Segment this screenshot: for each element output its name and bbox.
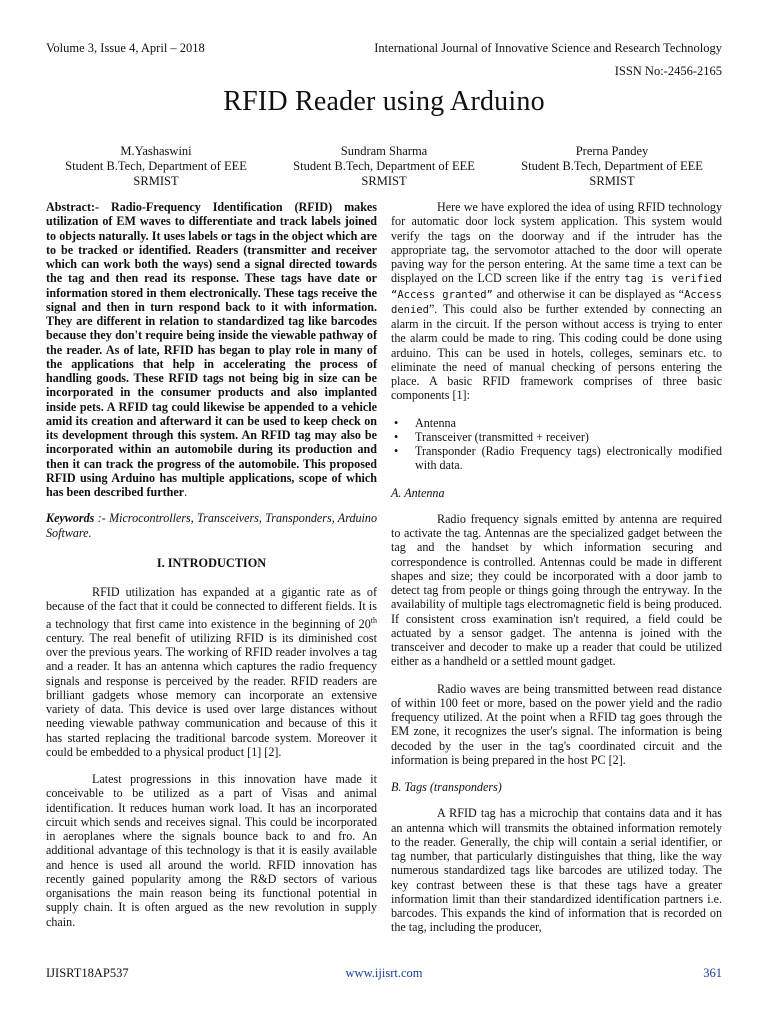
paragraph: A RFID tag has a microchip that contains data and it has an antenna which will transmits the obtained information remotely to the reader. Generally, the chip will contain a serial identifier, or tag number, that particularly distinguishes that thing, like the way numerous standardized tags like barcodes are utilized today. The key contrast between these is that these tags have a greater information limit than their standardized identification partners i.e. barcodes. This expands the kind of information that is recorded on the tag, including the producer,: [391, 806, 722, 935]
issn: ISSN No:-2456-2165: [614, 64, 722, 78]
journal-name: International Journal of Innovative Science and Research Technology: [374, 41, 722, 55]
paragraph: [46, 585, 377, 759]
list-item: • Antenna: [391, 416, 722, 430]
left-column: [46, 200, 377, 929]
abstract-text: Abstract:- Radio-Frequency Identification (RFID) makes utilization of EM waves to differentiate and track labels joined to objects naturally. It uses labels or tags in the object which are to be tracked or identified. Readers (transmitter and receiver which can work both the ways) send a signal directed towards the tag and then read its response. These tags have date or information stored in them electronically. These tags receive the signal and then in turn respond back to it with information. They are different in relation to standardized tag like barcodes because they don't require being inside the viewable pathway of the reader. As of late, RFID has began to play role in many of the applications that help in accelerating the process of handling goods. These RFID tags not being big in size can be incorporated in the consumer products and also implanted inside pets. A RFID tag could likewise be appended to a vehicle amid its creation and afterward it can be used to keep check on its development through this system. An RFID tag may also be incorporated within an automobile during its production and then it can track the progress of the automobile. This proposed RFID using Arduino has multiple applications, scope of which has been described further: [46, 200, 377, 499]
list-item: • Transponder (Radio Frequency tags) electronically modified with data.: [391, 444, 722, 473]
author-affiliation: Student B.Tech, Department of EEE: [521, 159, 703, 173]
paragraph: [391, 200, 722, 403]
subsection-heading: A. Antenna: [391, 485, 445, 500]
abstract: [46, 200, 377, 499]
author-institution: SRMIST: [589, 174, 635, 188]
author-institution: SRMIST: [133, 174, 179, 188]
paragraph: Radio waves are being transmitted between read distance of within 100 feet or more, based on the power yield and the radio frequency utilized. At the point when a RFID tag goes through the EM zone, it recognizes the user's signal. The information is being decoded by the user in the tag's coordinated circuit and the information is being prepared in the host PC [2].: [391, 681, 722, 767]
text-run: Here we have explored the idea of using RFID technology for automatic door lock system application. This system would verify the tags on the doorway and if the intruder has the appropriate tag, the servomotor attached to the door will operate paving way for the person entering. At the same time a text can be displayed on the LCD screen like if the entry: [391, 200, 722, 286]
author-institution: SRMIST: [361, 174, 407, 188]
journal-url-link[interactable]: www.ijisrt.com: [345, 966, 423, 980]
volume-info: Volume 3, Issue 4, April – 2018: [46, 41, 205, 55]
text-run: RFID utilization has expanded at a gigantic rate as of because of the fact that it could be connected to different fields. It is a technology that first came into existence in the beginning of 20: [46, 585, 377, 631]
author-name: Sundram Sharma: [340, 144, 428, 158]
right-column: [391, 200, 722, 935]
section-heading: I. INTRODUCTION: [156, 555, 267, 570]
author-name: M.Yashaswini: [120, 144, 192, 158]
superscript: th: [370, 615, 377, 625]
paragraph: Latest progressions in this innovation have made it conceivable to be utilized as a part of Visas and animal identification. It reduces human work load. It has an incorporated circuit which sends and receives signal. This could be incorporated in aeroplanes where the signals bounce back to and fro. An additional advantage of this technology is that it is easily available and hence is used all around the world. RFID innovation has recently gained popularity among the R&D sectors of various organisations the main reason being its functional potential in supply chain. It is often argued as the new revolution in supply chain.: [46, 772, 377, 929]
author-list: [46, 144, 722, 189]
author-affiliation: Student B.Tech, Department of EEE: [293, 159, 475, 173]
text-run: century. The real benefit of utilizing RFID is its diminished cost over the previous years. The working of RFID reader involves a tag and a reader. It has an antenna which captures the radio frequency signals and response is perceived by the reader. RFID readers are brilliant gadgets whose memory can incorporate an extensive variety of data. This device is used over large distances without needing viewable pathway communication and because of this it has started replacing the traditional barcode system. Moreover it could be embedded to a physical product [1] [2].: [46, 630, 377, 759]
text-run: and otherwise it can be displayed as “: [492, 286, 685, 301]
author-name: Prerna Pandey: [575, 144, 649, 158]
author-affiliation: Student B.Tech, Department of EEE: [65, 159, 247, 173]
page-number: 361: [703, 966, 722, 980]
paper-code: IJISRT18AP537: [46, 966, 129, 980]
abstract-end: .: [184, 485, 188, 499]
author-block: [46, 144, 266, 189]
keywords-label: Keywords: [46, 511, 95, 526]
subsection-heading: B. Tags (transponders): [391, 780, 502, 794]
code-text: tag is verified “Access granted”: [391, 273, 722, 301]
paper-title: RFID Reader using Arduino: [223, 86, 545, 117]
component-list: [391, 416, 722, 473]
keywords: [46, 511, 377, 540]
author-block: [274, 144, 494, 189]
paragraph: Radio frequency signals emitted by antenna are required to activate the tag. Antennas are the specialized gadget between the tag and the handset by which information securing and correspondence is controlled. Antennas could be made in different shapes and size; they could be incorporated with a door jamb to detect tag from people or things going through the entryway. In the availability of multiple tags electromagnetic field is being produced. If consistent cross examination isn't required, a field could be actuated by a sensor gadget. The antenna is joined with the transceiver and decoder to make up a reader that could be utilized either as a handheld or a settled mount gadget.: [391, 511, 722, 669]
list-item: • Transceiver (transmitted + receiver): [391, 430, 722, 444]
text-run: ”. This could also be further extended by connecting an alarm in the circuit. If the person without access is trying to enter the alarm could be made to ring. This coding could be done using arduino. This can be used in hotels, colleges, seminars etc. to eliminate the need of manual checking of persons entering the place. A basic RFID framework comprises of three basic components [1]:: [391, 301, 722, 403]
code-text: Access denied: [391, 288, 722, 316]
author-block: [502, 144, 722, 189]
keywords-text: :- Microcontrollers, Transceivers, Transponders, Arduino Software.: [46, 511, 377, 540]
